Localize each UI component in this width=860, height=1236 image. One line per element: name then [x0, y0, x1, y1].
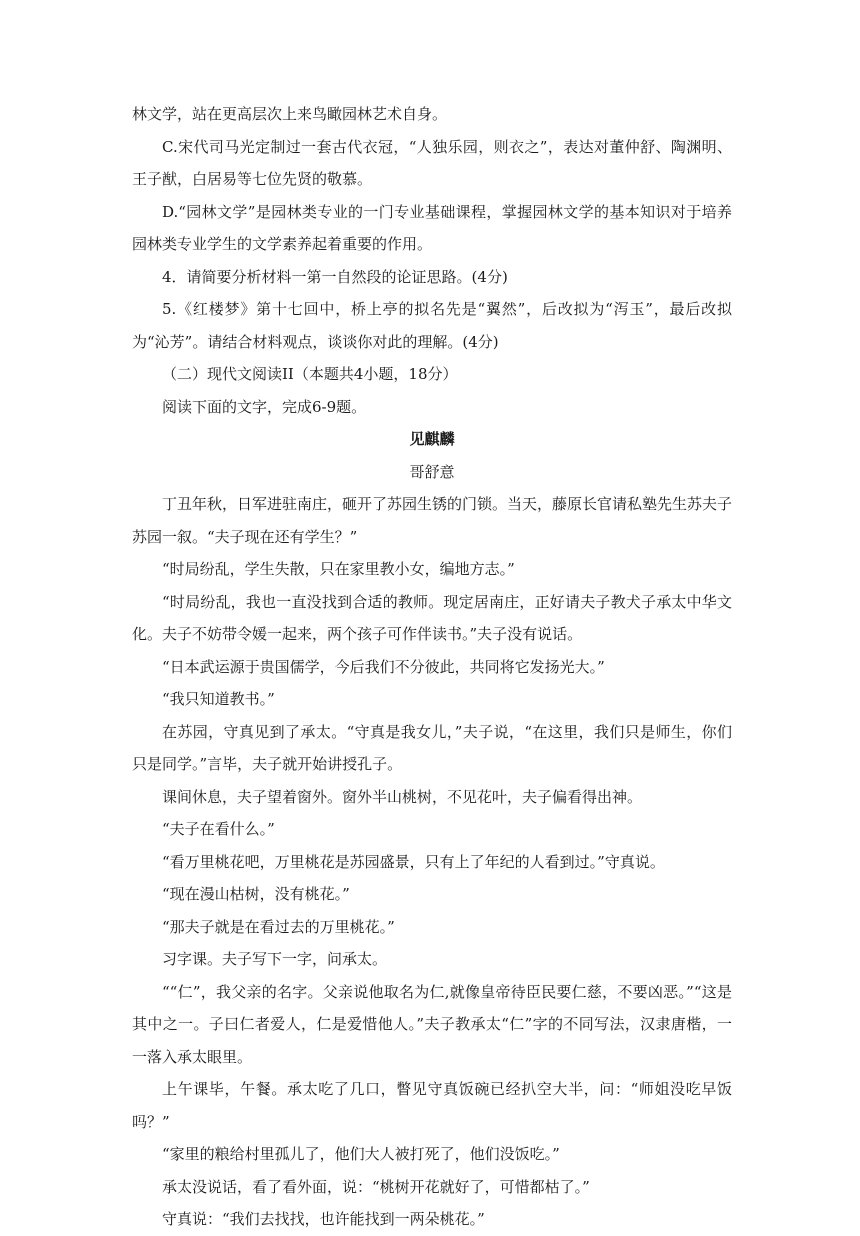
paragraph: “看万里桃花吧，万里桃花是苏园盛景，只有上了年纪的人看到过。”守真说。	[162, 852, 665, 871]
paragraph: C.宋代司马光定制过一套古代衣冠，“人独乐园，则衣之”，表达对董仲舒、陶渊明、王子猷，白居易等七位先贤的敬慕。	[132, 137, 732, 188]
paragraph: 丁丑年秋，日军进驻南庄，砸开了苏园生锈的门锁。当天，藤原长官请私塾先生苏夫子苏园一叙。“夫子现在还有学生？”	[132, 495, 733, 546]
paragraph: 5.《红楼梦》第十七回中，桥上亭的拟名先是“翼然”，后改拟为“泻玉”，最后改拟为“沁芳”。请结合材料观点，谈谈你对此的理解。(4分)	[132, 300, 732, 351]
paragraph: D.“园林文学”是园林类专业的一门专业基础课程，掌握园林文学的基本知识对于培养园林类专业学生的文学素养起着重要的作用。	[132, 202, 732, 253]
paragraph: “时局纷乱，学生失散，只在家里教小女，编地方志。”	[162, 560, 515, 578]
paragraph: “时局纷乱，我也一直没找到合适的教师。现定居南庄，正好请夫子教犬子承太中华文化。夫子不妨带令媛一起来，两个孩子可作伴读书。”夫子没有说话。	[132, 592, 732, 643]
paragraph: “家里的粮给村里孤儿了，他们大人被打死了，他们没饭吃。”	[162, 1145, 560, 1163]
article-title: 见麒麟	[409, 430, 455, 448]
section-heading: （二）现代文阅读II（本题共4小题，18分）	[162, 365, 458, 383]
paragraph: 习字课。夫子写下一字，问承太。	[162, 950, 388, 968]
paragraph: “日本武运源于贵国儒学，今后我们不分彼此，共同将它发扬光大。”	[162, 657, 605, 676]
paragraph: ““仁”，我父亲的名字。父亲说他取名为仁,就像皇帝待臣民要仁慈，不要凶恶。”“这是其中之一。子曰仁者爱人，仁是爱惜他人。”夫子教承太“仁”字的不同写法，汉隶唐楷，一一落入承太眼里。	[132, 982, 732, 1066]
article-author: 哥舒意	[409, 462, 455, 481]
paragraph: 林文学，站在更高层次上来鸟瞰园林艺术自身。	[132, 105, 448, 123]
paragraph: 阅读下面的文字，完成6-9题。	[162, 397, 367, 416]
paragraph: 承太没说话，看了看外面，说：“桃树开花就好了，可惜都枯了。”	[162, 1177, 590, 1196]
paragraph: 课间休息，夫子望着窗外。窗外半山桃树，不见花叶，夫子偏看得出神。	[162, 787, 643, 806]
paragraph: “那夫子就是在看过去的万里桃花。”	[162, 917, 395, 936]
paragraph: “夫子在看什么。”	[162, 820, 275, 838]
paragraph: “现在漫山枯树，没有桃花。”	[162, 885, 350, 903]
paragraph: “我只知道教书。”	[162, 690, 275, 708]
paragraph: 4．请简要分析材料一第一自然段的论证思路。(4分)	[162, 267, 508, 286]
paragraph: 守真说：“我们去找找，也许能找到一两朵桃花。”	[162, 1210, 485, 1228]
paragraph: 在苏园，守真见到了承太。“守真是我女儿，”夫子说，“在这里，我们只是师生，你们只是同学。”言毕，夫子就开始讲授孔子。	[132, 722, 732, 773]
paragraph: 上午课毕，午餐。承太吃了几口，瞥见守真饭碗已经扒空大半，问：“师姐没吃早饭吗？”	[132, 1080, 732, 1131]
